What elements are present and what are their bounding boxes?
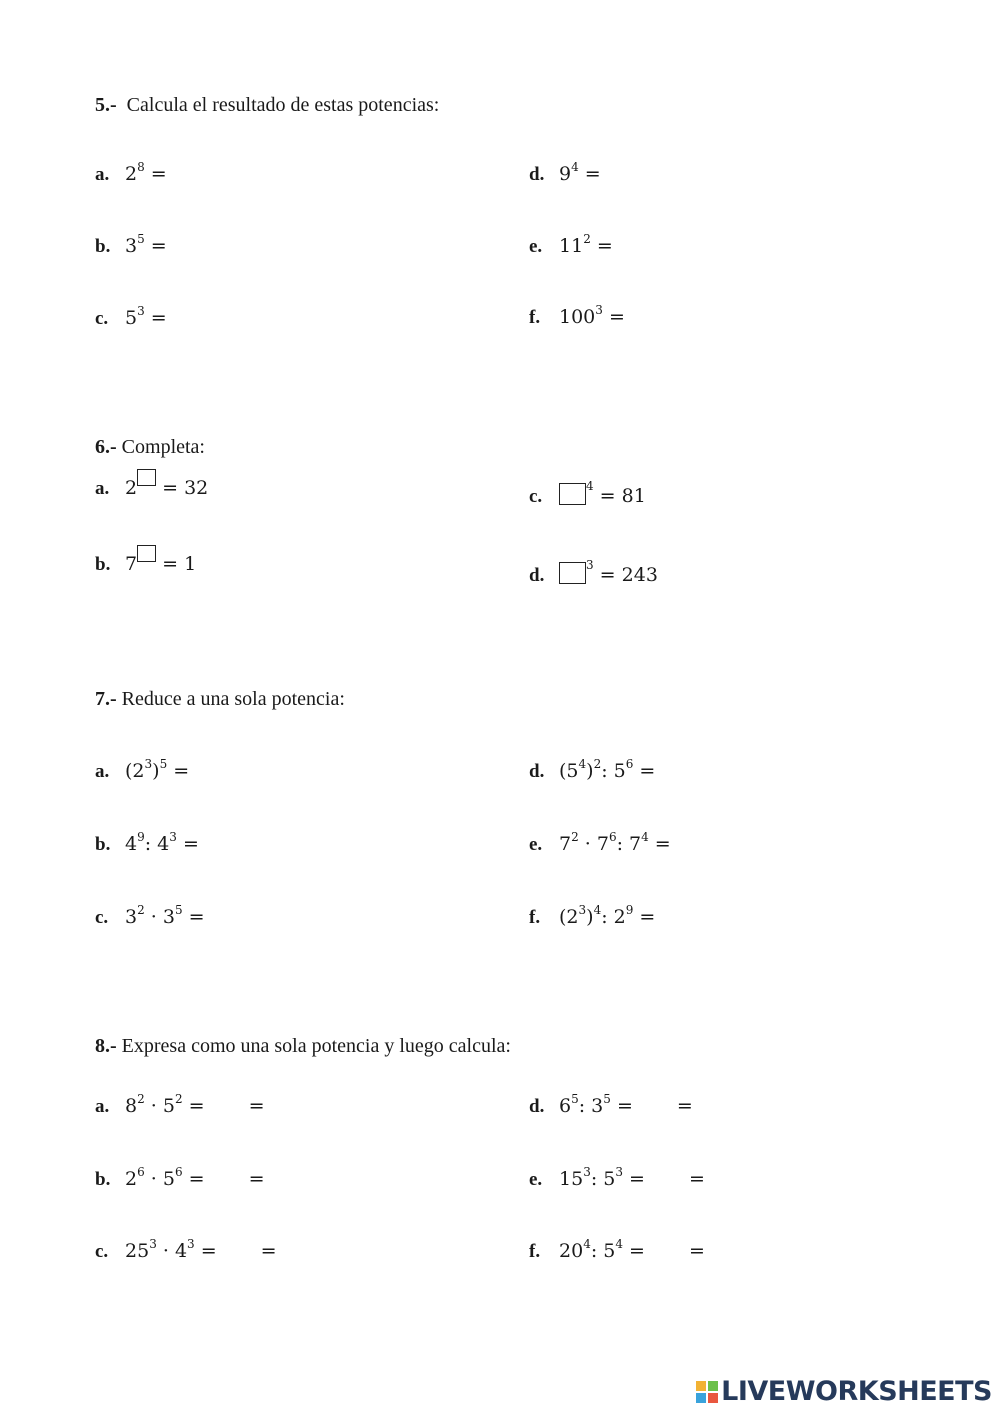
term: : 5: [590, 1240, 616, 1262]
equals: =: [182, 1095, 205, 1117]
item-label: a.: [95, 478, 110, 499]
term: ): [586, 760, 594, 782]
term: : 5: [601, 760, 626, 782]
ex7-item-d: [529, 757, 656, 783]
term: 4: [125, 833, 138, 855]
base-answer-box[interactable]: [559, 483, 586, 505]
result: = 32: [156, 477, 209, 499]
term: ): [152, 760, 160, 782]
item-label: c.: [95, 1241, 109, 1262]
equals: =: [623, 1240, 645, 1262]
exponent: 4: [586, 479, 594, 493]
ex5-item-a: [95, 160, 167, 186]
equals: =: [260, 1240, 277, 1262]
equals: =: [167, 760, 190, 782]
exponent: 4: [593, 903, 602, 917]
base: 2: [125, 477, 138, 499]
exponent: 3: [615, 1165, 623, 1179]
item-label: e.: [529, 1169, 543, 1190]
exponent: 2: [174, 1092, 183, 1106]
base: 2: [125, 163, 138, 185]
exponent: 3: [169, 830, 177, 844]
exponent: 5: [137, 232, 145, 246]
exponent: 9: [137, 830, 145, 844]
equals: =: [248, 1168, 265, 1190]
exponent: 4: [578, 757, 587, 771]
logo-text: LIVEWORKSHEETS: [721, 1376, 992, 1407]
ex5-item-c: [95, 304, 167, 330]
equals: =: [144, 163, 167, 185]
exercise-5-heading: [95, 94, 439, 117]
term: 20: [559, 1240, 584, 1262]
equals: =: [578, 163, 601, 185]
ex5-item-d: [529, 160, 601, 186]
equals: =: [248, 1095, 265, 1117]
item-label: c.: [529, 486, 543, 507]
item-label: b.: [95, 1169, 111, 1190]
item-label: d.: [529, 1096, 545, 1117]
result: = 243: [593, 564, 658, 586]
ex8-item-d: [529, 1092, 693, 1118]
item-label: f.: [529, 307, 541, 328]
term: · 3: [144, 906, 175, 928]
equals: =: [182, 1168, 205, 1190]
term: 25: [125, 1240, 150, 1262]
equals: =: [633, 760, 656, 782]
ex7-item-c: [95, 903, 205, 929]
item-label: b.: [95, 236, 111, 257]
item-label: b.: [95, 554, 111, 575]
exercise-6-heading: [95, 436, 205, 459]
exponent: 4: [615, 1237, 623, 1251]
ex6-item-a: [95, 477, 208, 500]
equals: =: [688, 1240, 705, 1262]
ex6-item-d: [529, 559, 658, 587]
term: 6: [559, 1095, 572, 1117]
exercise-7-heading: [95, 688, 345, 711]
ex7-item-a: [95, 757, 190, 783]
equals: =: [688, 1168, 705, 1190]
exponent: 8: [137, 160, 145, 174]
item-label: b.: [95, 834, 111, 855]
term: (2: [125, 760, 145, 782]
equals: =: [633, 906, 656, 928]
ex7-item-f: [529, 903, 656, 929]
term: 8: [125, 1095, 138, 1117]
exponent: 3: [149, 1237, 157, 1251]
base: 9: [559, 163, 572, 185]
ex7-item-b: [95, 830, 199, 856]
exponent: 3: [578, 903, 587, 917]
term: ): [586, 906, 594, 928]
equals: =: [602, 306, 625, 328]
exponent: 2: [583, 232, 591, 246]
exponent: 3: [137, 304, 145, 318]
ex8-item-b: [95, 1165, 265, 1191]
exponent: 2: [137, 1092, 145, 1106]
item-label: d.: [529, 565, 545, 586]
term: 3: [125, 906, 138, 928]
term: · 5: [144, 1095, 175, 1117]
ex5-item-e: [529, 232, 613, 258]
equals: =: [144, 307, 167, 329]
term: 15: [559, 1168, 584, 1190]
item-label: a.: [95, 1096, 110, 1117]
base: 5: [125, 307, 138, 329]
exponent: 3: [187, 1237, 195, 1251]
term: 2: [125, 1168, 138, 1190]
exercise-8-heading: [95, 1035, 511, 1058]
exponent-answer-box[interactable]: [137, 545, 156, 562]
item-label: c.: [95, 907, 109, 928]
exponent: 5: [603, 1092, 611, 1106]
exponent: 3: [586, 558, 594, 572]
exponent: 2: [137, 903, 145, 917]
exponent: 3: [144, 757, 153, 771]
equals: =: [623, 1168, 645, 1190]
ex8-item-c: [95, 1237, 277, 1263]
equals: =: [182, 906, 205, 928]
exponent: 4: [641, 830, 649, 844]
exponent: 9: [625, 903, 634, 917]
base: 3: [125, 235, 138, 257]
term: (2: [559, 906, 579, 928]
exponent: 5: [159, 757, 168, 771]
item-label: e.: [529, 236, 543, 257]
ex8-item-a: [95, 1092, 265, 1118]
term: : 2: [601, 906, 626, 928]
exponent: 2: [593, 757, 602, 771]
item-label: a.: [95, 761, 110, 782]
exercise-5-number: 5.-: [95, 94, 117, 116]
item-label: d.: [529, 761, 545, 782]
ex6-item-b: [95, 553, 196, 576]
exponent: 3: [583, 1165, 591, 1179]
term: · 5: [144, 1168, 175, 1190]
exponent: 4: [583, 1237, 591, 1251]
exercise-7-title: Reduce a una sola potencia:: [121, 688, 345, 710]
item-label: e.: [529, 834, 543, 855]
ex8-item-f: [529, 1237, 705, 1263]
base: 100: [559, 306, 596, 328]
term: 7: [559, 833, 572, 855]
exponent: 3: [595, 303, 603, 317]
ex5-item-b: [95, 232, 167, 258]
equals: =: [676, 1095, 693, 1117]
item-label: f.: [529, 907, 541, 928]
ex8-item-e: [529, 1165, 705, 1191]
exponent: 5: [571, 1092, 579, 1106]
item-label: d.: [529, 164, 545, 185]
exponent: 6: [174, 1165, 183, 1179]
equals: =: [590, 235, 613, 257]
result: = 1: [156, 553, 197, 575]
ex6-item-c: [529, 480, 646, 508]
term: : 7: [616, 833, 642, 855]
term: · 4: [156, 1240, 188, 1262]
item-label: f.: [529, 1241, 541, 1262]
equals: =: [144, 235, 167, 257]
liveworksheets-logo-icon: [696, 1381, 718, 1403]
equals: =: [648, 833, 671, 855]
base-answer-box[interactable]: [559, 562, 586, 584]
term: (5: [559, 760, 579, 782]
item-label: c.: [95, 308, 109, 329]
exponent: 4: [571, 160, 579, 174]
result: = 81: [593, 485, 646, 507]
exponent: 2: [571, 830, 579, 844]
exponent: 5: [174, 903, 183, 917]
exercise-8-number: 8.-: [95, 1035, 117, 1057]
liveworksheets-logo[interactable]: [696, 1376, 992, 1407]
equals: =: [176, 833, 199, 855]
exercise-6-number: 6.-: [95, 436, 117, 458]
exercise-5-title: Calcula el resultado de estas potencias:: [126, 94, 440, 116]
term: : 4: [144, 833, 170, 855]
exponent: 6: [625, 757, 634, 771]
equals: =: [610, 1095, 633, 1117]
exponent: 6: [137, 1165, 145, 1179]
base: 7: [125, 553, 138, 575]
exponent-answer-box[interactable]: [137, 469, 156, 486]
term: : 5: [590, 1168, 616, 1190]
exercise-7-number: 7.-: [95, 688, 117, 710]
exercise-6-title: Completa:: [121, 436, 205, 458]
equals: =: [194, 1240, 217, 1262]
exercise-8-title: Expresa como una sola potencia y luego calcula:: [121, 1035, 511, 1057]
ex5-item-f: [529, 303, 625, 329]
term: : 3: [578, 1095, 604, 1117]
item-label: a.: [95, 164, 110, 185]
exponent: 6: [608, 830, 617, 844]
term: · 7: [578, 833, 609, 855]
ex7-item-e: [529, 830, 671, 856]
base: 11: [559, 235, 584, 257]
